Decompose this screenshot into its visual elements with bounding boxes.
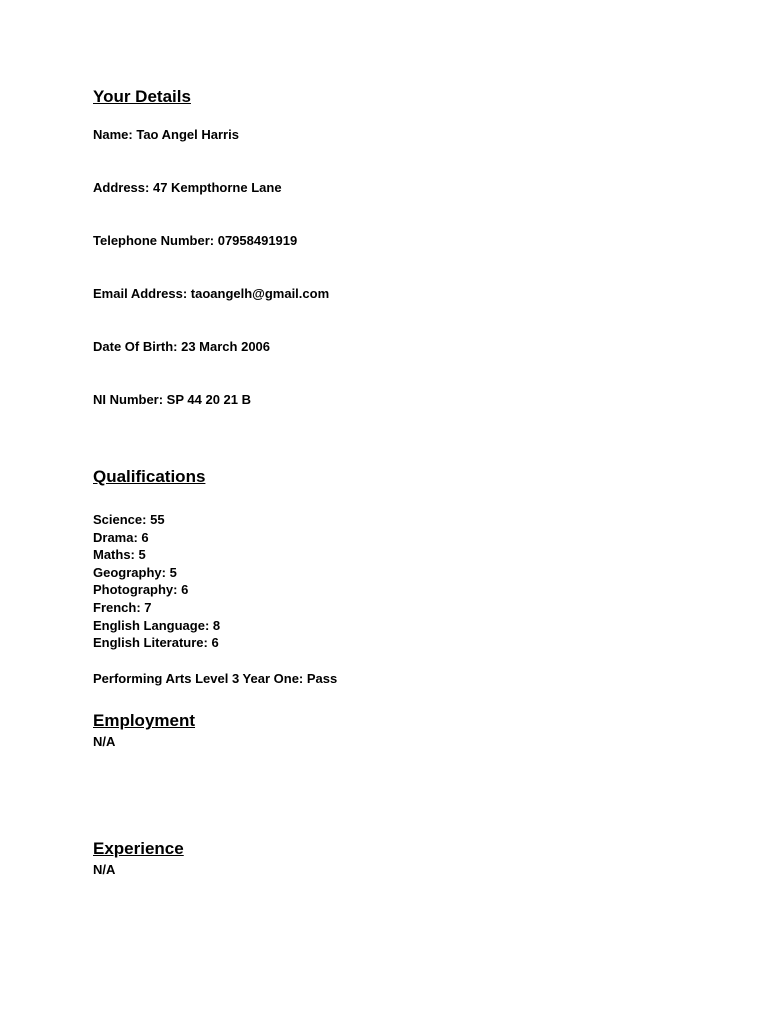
employment-value: N/A — [93, 734, 116, 749]
dob-field: Date Of Birth: 23 March 2006 — [93, 339, 271, 354]
qualification-item: French: 7 — [93, 599, 152, 615]
your-details-heading: Your Details — [93, 87, 191, 106]
qualification-item: English Language: 8 — [93, 617, 221, 633]
qualification-item: Geography: 5 — [93, 564, 177, 580]
experience-heading: Experience — [93, 839, 184, 858]
email-field: Email Address: taoangelh@gmail.com — [93, 286, 330, 301]
cv-page — [93, 0, 733, 1024]
experience-value: N/A — [93, 862, 116, 877]
qualification-item: Drama: 6 — [93, 529, 149, 545]
qualifications-heading: Qualifications — [93, 467, 206, 486]
qualifications-list — [93, 511, 220, 652]
ni-number-field: NI Number: SP 44 20 21 B — [93, 392, 251, 407]
performing-arts-field: Performing Arts Level 3 Year One: Pass — [93, 671, 338, 686]
telephone-field: Telephone Number: 07958491919 — [93, 233, 298, 248]
qualification-item: English Literature: 6 — [93, 635, 219, 651]
address-field: Address: 47 Kempthorne Lane — [93, 180, 282, 195]
name-field: Name: Tao Angel Harris — [93, 127, 239, 142]
qualification-item: Photography: 6 — [93, 582, 189, 598]
qualification-item: Maths: 5 — [93, 547, 146, 563]
employment-heading: Employment — [93, 711, 196, 730]
qualification-item: Science: 55 — [93, 512, 165, 527]
